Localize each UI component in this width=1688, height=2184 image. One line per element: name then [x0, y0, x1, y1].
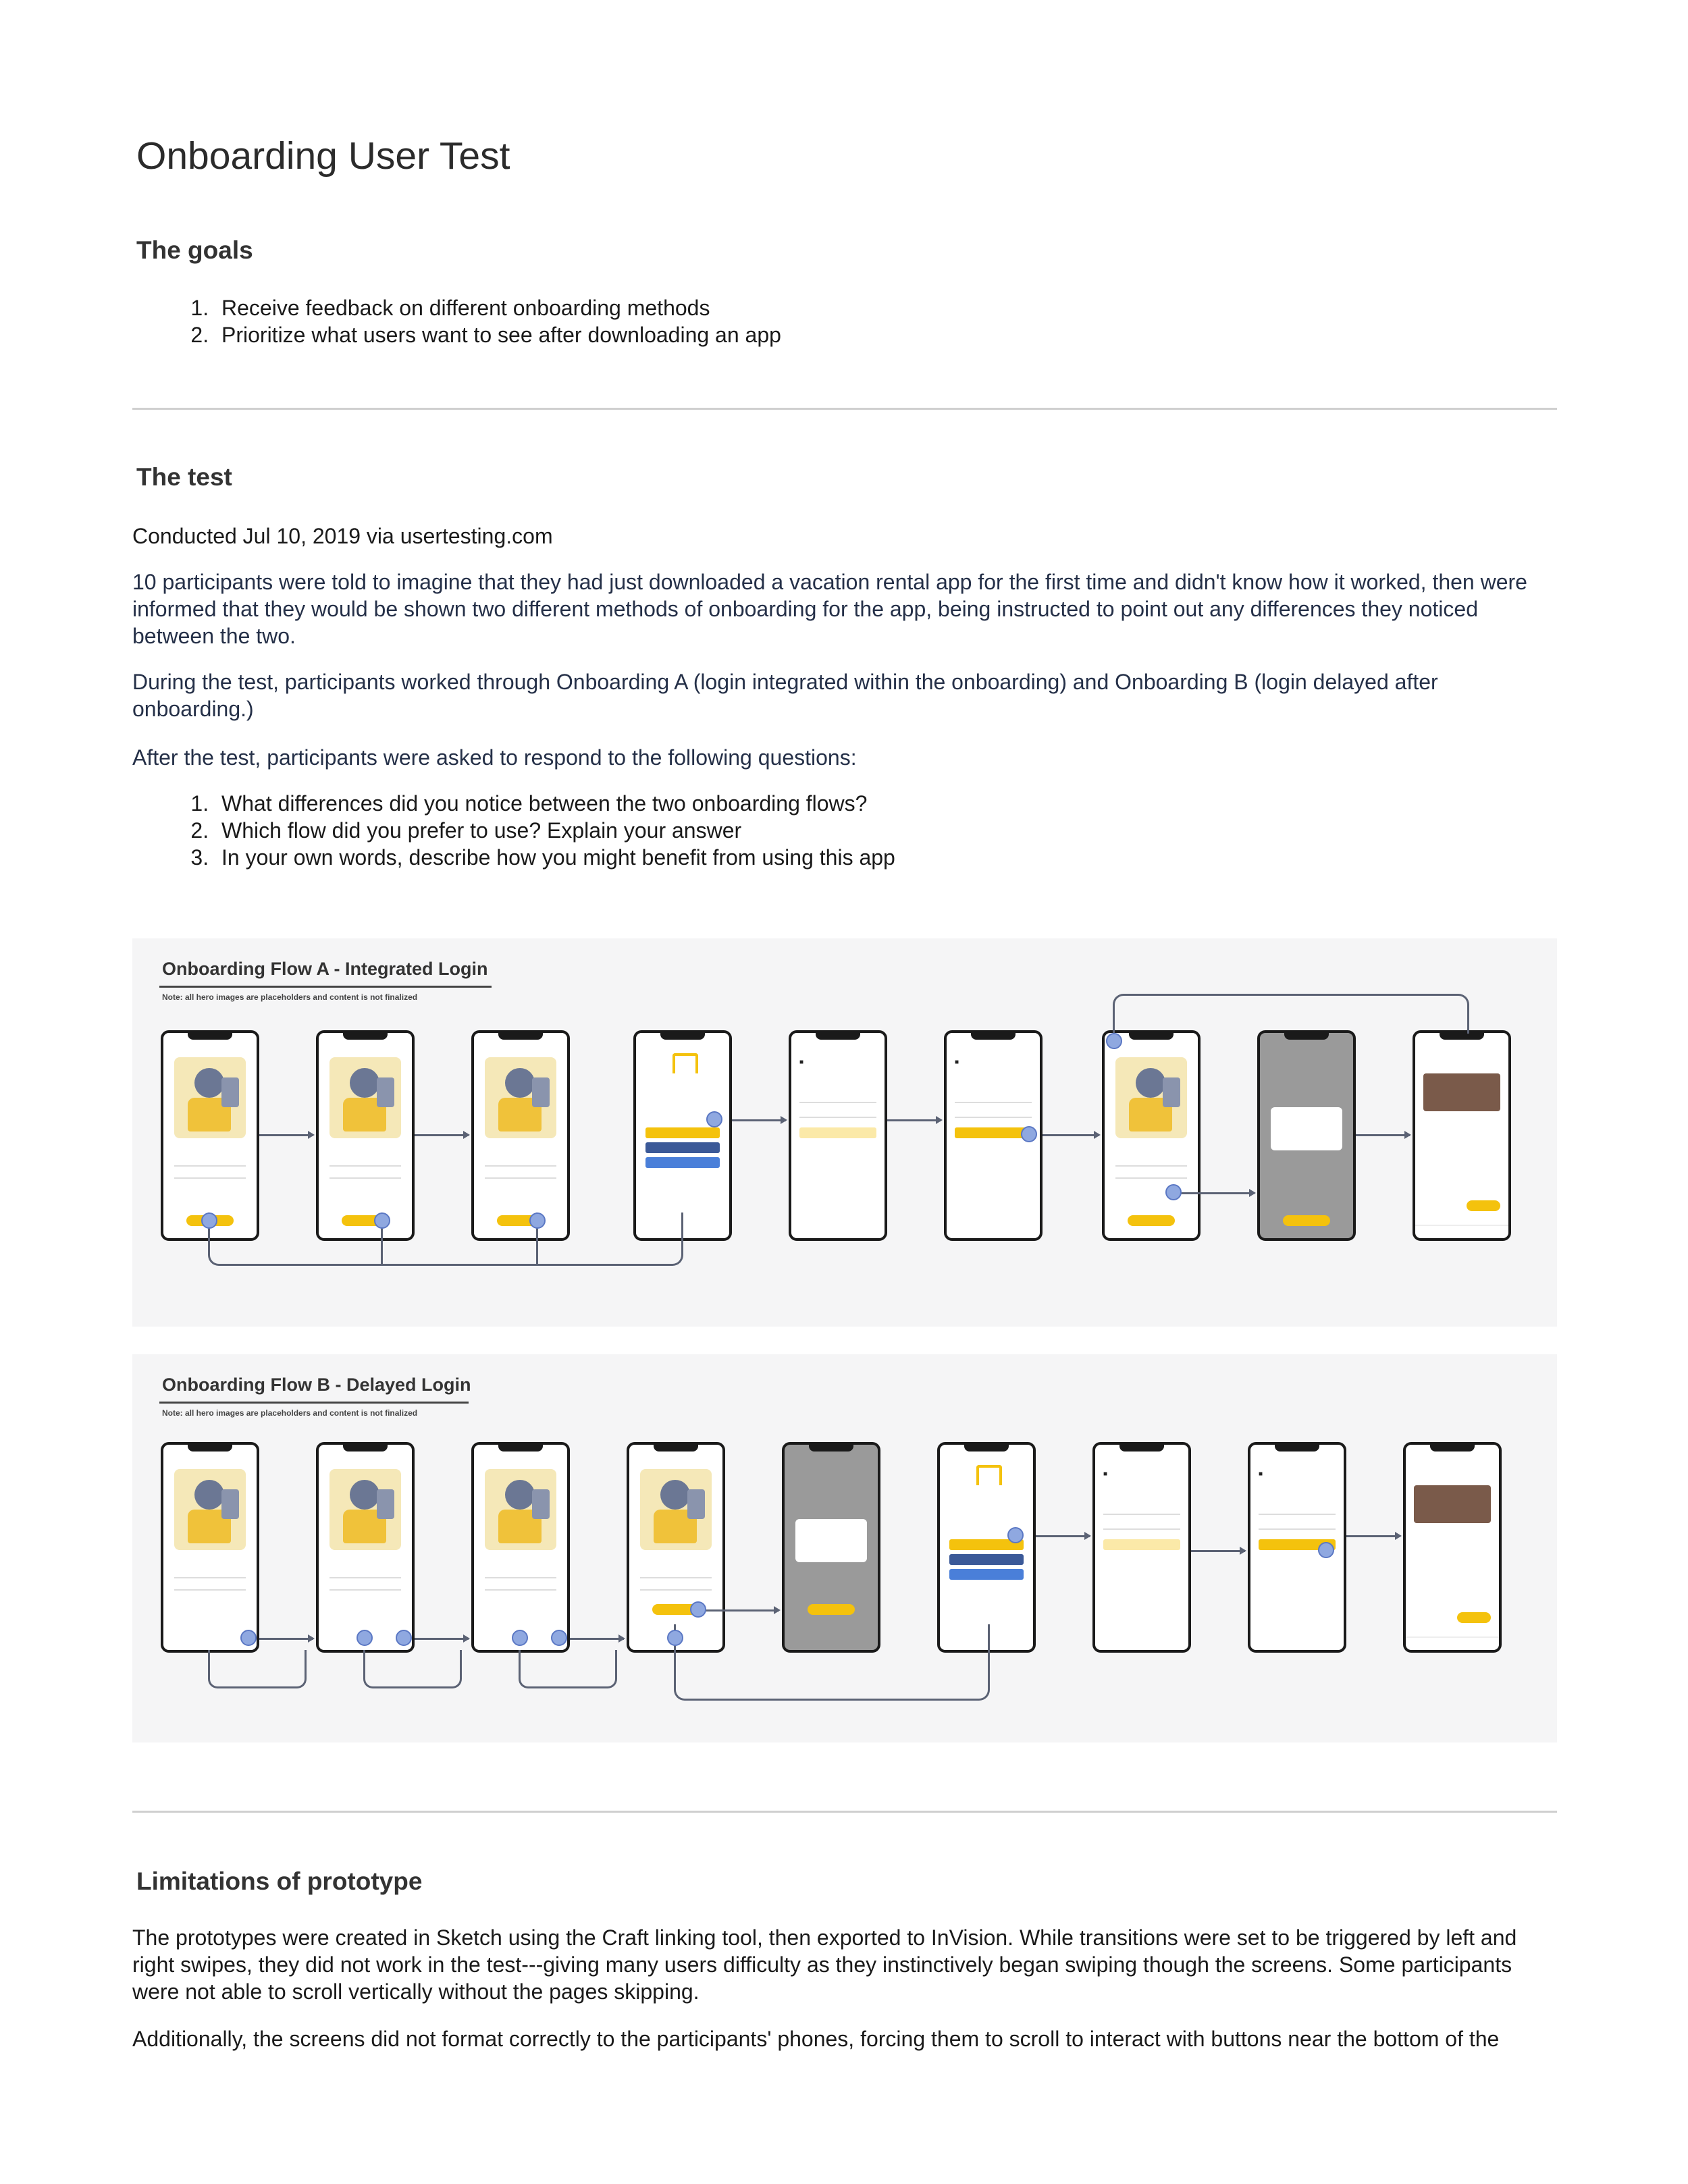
question-item: 3. In your own words, describe how you might benefit from using this app — [215, 844, 1565, 871]
flow-b-note: Note: all hero images are placeholders and content is not finalized — [162, 1408, 418, 1418]
flow-a-screen-login-filled: ■ — [944, 1030, 1043, 1241]
tap-indicator — [201, 1213, 217, 1229]
flow-a-screen-trips — [1413, 1030, 1511, 1241]
tap-indicator — [512, 1630, 528, 1646]
page-title: Onboarding User Test — [136, 134, 510, 178]
flow-b-screen-trips — [1403, 1442, 1502, 1653]
flow-b-screen-connect — [937, 1442, 1036, 1653]
section-divider — [132, 408, 1557, 410]
flow-arrow — [1346, 1535, 1400, 1537]
flow-arrow — [1043, 1134, 1099, 1136]
flow-arrow — [1191, 1550, 1245, 1552]
flow-b-title-underline — [159, 1402, 469, 1404]
flow-arrow — [732, 1119, 786, 1121]
tap-indicator — [706, 1111, 722, 1127]
flow-arrow — [887, 1119, 941, 1121]
flow-a-screen-reservation — [161, 1030, 259, 1241]
flow-b-title: Onboarding Flow B - Delayed Login — [162, 1375, 471, 1395]
flow-a-skip-connector — [208, 1213, 683, 1266]
tap-indicator — [1165, 1184, 1182, 1200]
goals-heading: The goals — [136, 236, 253, 264]
flow-arrow — [570, 1638, 624, 1640]
tap-indicator — [357, 1630, 373, 1646]
flow-b-screen-notification-prompt — [782, 1442, 880, 1653]
flow-b-skip-connector — [519, 1650, 617, 1688]
flow-b-diagram — [132, 1354, 1557, 1742]
question-item: 1. What differences did you notice between the two onboarding flows? — [215, 790, 1565, 817]
limitations-heading: Limitations of prototype — [136, 1867, 423, 1895]
flow-a-note: Note: all hero images are placeholders and content is not finalized — [162, 992, 418, 1002]
test-paragraph-3: After the test, participants were asked to respond to the following questions: — [132, 745, 857, 770]
flow-arrow — [1036, 1535, 1090, 1537]
section-divider — [132, 1811, 1557, 1813]
goal-item: 2. Prioritize what users want to see after downloading an app — [215, 321, 1565, 348]
flow-arrow — [259, 1134, 313, 1136]
flow-a-screen-connect — [633, 1030, 732, 1241]
tap-indicator — [667, 1630, 683, 1646]
flow-b-skip-connector — [363, 1650, 462, 1688]
tap-indicator — [1021, 1126, 1037, 1142]
flow-a-screen-vacation — [471, 1030, 570, 1241]
flow-arrow — [415, 1134, 469, 1136]
questions-list — [132, 790, 1565, 871]
flow-b-skip-connector — [674, 1624, 990, 1701]
flow-a-title: Onboarding Flow A - Integrated Login — [162, 959, 488, 979]
limitations-paragraph-1: The prototypes were created in Sketch using the Craft linking tool, then exported to InVision. While transitions were set to be triggered by left and right swipes, they did not work in the test---giving many users difficulty as they instinctively began swiping though the screens. Some participants were not able to scroll vertically without the pages skipping. — [132, 1925, 1517, 2004]
tap-indicator — [529, 1213, 546, 1229]
flow-b-screen-vacation — [471, 1442, 570, 1653]
flow-b-screen-notifications — [627, 1442, 725, 1653]
flow-b-skip-connector — [208, 1650, 307, 1688]
flow-a-skip-connector — [1113, 994, 1469, 1034]
flow-b-screen-login-filled: ■ — [1248, 1442, 1346, 1653]
flow-arrow — [1356, 1134, 1410, 1136]
flow-a-title-underline — [159, 986, 492, 988]
flow-arrow — [1172, 1192, 1255, 1194]
test-paragraph-1: 10 participants were told to imagine that they had just downloaded a vacation rental app for the first time and didn't know how it worked, then were informed that they would be shown two different methods of onboarding for the app, being instructed to point out any differences they noticed between the two. — [132, 570, 1527, 648]
flow-a-diagram — [132, 938, 1557, 1327]
flow-a-screen-notification-prompt — [1257, 1030, 1356, 1241]
test-paragraph-2: During the test, participants worked through Onboarding A (login integrated within the onboarding) and Onboarding B (login delayed after onboarding.) — [132, 670, 1438, 721]
flow-arrow — [259, 1638, 313, 1640]
flow-b-screen-access-trip — [316, 1442, 415, 1653]
tap-indicator — [374, 1213, 390, 1229]
conducted-text: Conducted Jul 10, 2019 via usertesting.com — [132, 524, 553, 548]
tap-indicator — [240, 1630, 257, 1646]
goal-item: 1. Receive feedback on different onboarding methods — [215, 294, 1565, 321]
flow-b-screen-login-empty: ■ — [1092, 1442, 1191, 1653]
flow-b-screen-reservation — [161, 1442, 259, 1653]
flow-a-screen-access-trip — [316, 1030, 415, 1241]
limitations-paragraph-2: Additionally, the screens did not format correctly to the participants' phones, forcing them to scroll to interact with buttons near the bottom of the — [132, 2027, 1500, 2051]
flow-a-screen-notifications — [1102, 1030, 1201, 1241]
tap-indicator — [690, 1601, 706, 1618]
goals-list — [132, 294, 1565, 348]
flow-a-screen-login-empty: ■ — [789, 1030, 887, 1241]
tap-indicator — [396, 1630, 412, 1646]
tap-indicator — [1007, 1527, 1024, 1543]
flow-arrow — [697, 1609, 779, 1612]
tap-indicator — [1318, 1542, 1334, 1558]
flow-arrow — [415, 1638, 469, 1640]
tap-indicator — [551, 1630, 567, 1646]
test-heading: The test — [136, 463, 232, 491]
tap-indicator — [1106, 1033, 1122, 1049]
question-item: 2. Which flow did you prefer to use? Explain your answer — [215, 817, 1565, 844]
